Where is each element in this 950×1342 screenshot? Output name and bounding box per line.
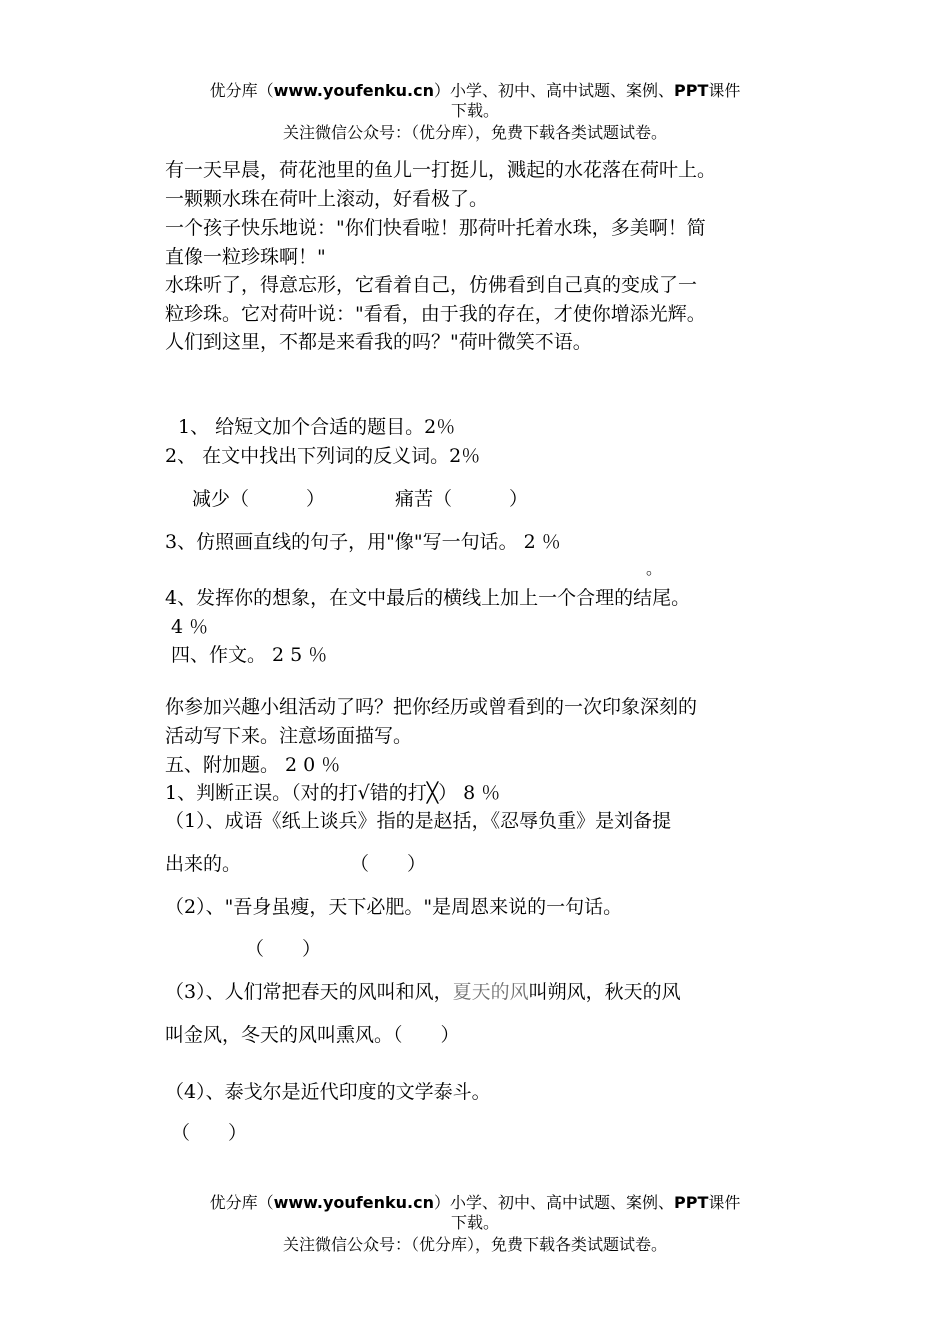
header-line-3: 关注微信公众号：（优分库），免费下载各类试题试卷。 bbox=[282, 123, 667, 142]
question-3-end: 。 bbox=[646, 559, 663, 578]
footer-prefix: 优分库（ bbox=[209, 1193, 274, 1212]
judge-item-3-pre: （3）、人们常把春天的风叫和风， bbox=[165, 981, 453, 1003]
passage-line: 粒珍珠。它对荷叶说："看看，由于我的存在，才使你增添光辉。 bbox=[165, 303, 706, 325]
judge-item-2-answer: （ ） bbox=[245, 938, 322, 960]
judge-item-3-cont: 叫金风，冬天的风叫熏风。（ ） bbox=[165, 1024, 460, 1046]
footer-line-3: 关注微信公众号：（优分库），免费下载各类试题试卷。 bbox=[282, 1235, 667, 1254]
footer-middle: ）小学、初中、高中试题、案例、 bbox=[434, 1193, 675, 1212]
section-4-line: 你参加兴趣小组活动了吗？把你经历或曾看到的一次印象深刻的 bbox=[165, 696, 698, 718]
footer-site-link[interactable]: www.youfenku.cn bbox=[273, 1193, 434, 1212]
judge-item-3-highlight: 夏天的风 bbox=[452, 981, 529, 1003]
passage-line: 一颗颗水珠在荷叶上滚动，好看极了。 bbox=[165, 188, 489, 210]
question-2-word-b: 痛苦（ ） bbox=[395, 488, 529, 510]
header-ppt: PPT bbox=[674, 81, 709, 100]
footer-suffix: 课件 bbox=[708, 1193, 741, 1212]
passage-line: 一个孩子快乐地说："你们快看啦！那荷叶托着水珠，多美啊！简 bbox=[165, 217, 706, 239]
header-prefix: 优分库（ bbox=[209, 81, 274, 100]
judge-item-2: （2）、"吾身虽瘦，天下必肥。"是周恩来说的一句话。 bbox=[165, 896, 623, 918]
header-suffix: 课件 bbox=[708, 81, 741, 100]
passage-line: 有一天早晨，荷花池里的鱼儿一打挺儿，溅起的水花落在荷叶上。 bbox=[165, 159, 717, 181]
passage-line: 直像一粒珍珠啊！" bbox=[165, 246, 326, 268]
passage-line: 人们到这里，不都是来看我的吗？"荷叶微笑不语。 bbox=[165, 331, 592, 353]
section-4-title: 四、作文。 2 5 ％ bbox=[171, 644, 328, 666]
footer-ppt: PPT bbox=[674, 1193, 709, 1212]
question-1: 1、 给短文加个合适的题目。2％ bbox=[178, 416, 456, 438]
question-4-score: 4 ％ bbox=[171, 616, 209, 638]
header-site-link[interactable]: www.youfenku.cn bbox=[273, 81, 434, 100]
footer-line-2: 下载。 bbox=[450, 1213, 499, 1232]
section-5-title: 五、附加题。 2 0 ％ bbox=[165, 754, 341, 776]
question-2: 2、 在文中找出下列词的反义词。2％ bbox=[165, 445, 481, 467]
header-line-2: 下载。 bbox=[450, 101, 499, 120]
section-5-question-1: 1、判断正误。（对的打√错的打╳） 8 ％ bbox=[165, 782, 501, 804]
judge-item-4-answer: （ ） bbox=[171, 1122, 248, 1144]
judge-item-3-post: 叫朔风，秋天的风 bbox=[528, 981, 681, 1003]
question-3: 3、仿照画直线的句子，用"像"写一句话。 2 ％ bbox=[165, 531, 561, 553]
header-middle: ）小学、初中、高中试题、案例、 bbox=[434, 81, 675, 100]
question-4: 4、发挥你的想象，在文中最后的横线上加上一个合理的结尾。 bbox=[165, 587, 691, 609]
judge-item-1: （1）、成语《纸上谈兵》指的是赵括，《忍辱负重》是刘备提 bbox=[165, 810, 672, 832]
judge-item-4: （4）、泰戈尔是近代印度的文学泰斗。 bbox=[165, 1081, 491, 1103]
section-4-line: 活动写下来。注意场面描写。 bbox=[165, 725, 413, 747]
passage-line: 水珠听了，得意忘形，它看着自己，仿佛看到自己真的变成了一 bbox=[165, 274, 698, 296]
judge-item-1-cont: 出来的。 bbox=[165, 853, 242, 875]
question-2-word-a: 减少（ ） bbox=[192, 488, 326, 510]
judge-item-1-answer: （ ） bbox=[350, 853, 427, 875]
judge-item-3 bbox=[165, 977, 681, 1004]
